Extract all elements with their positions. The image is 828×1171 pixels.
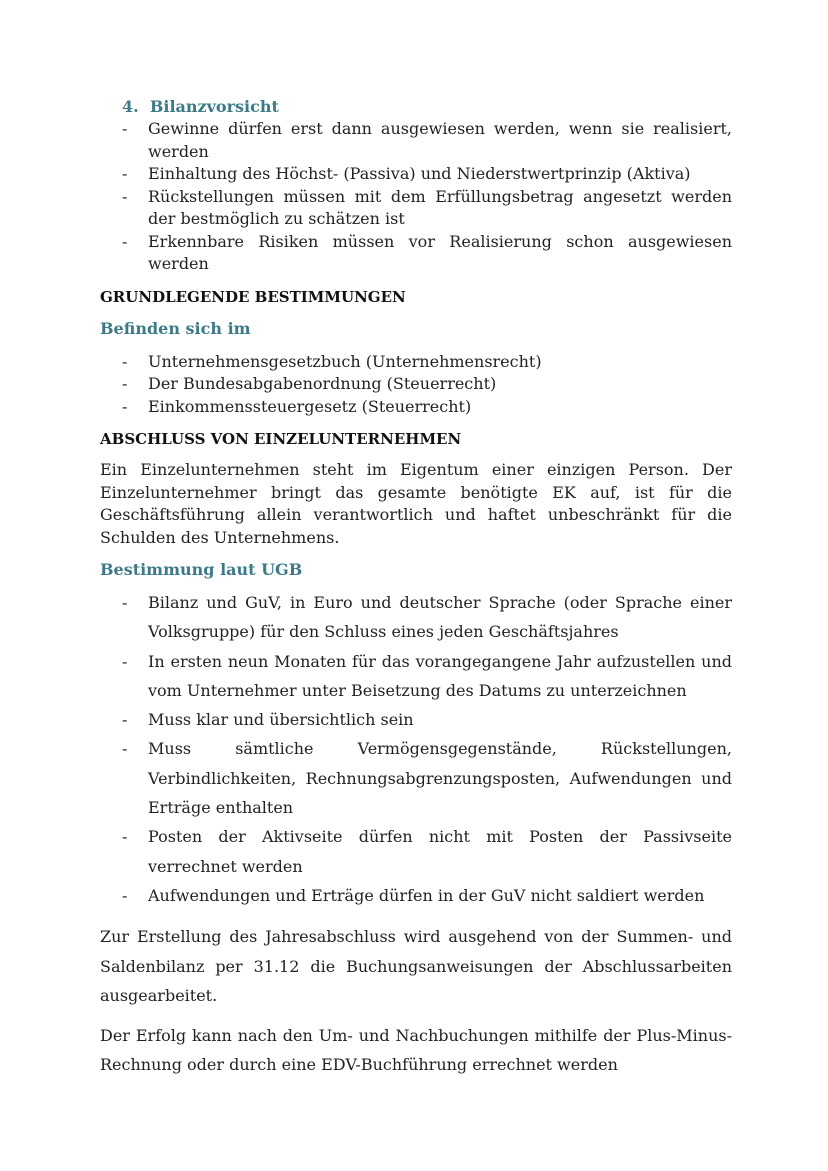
list-item: - Muss klar und übersichtlich sein [122, 710, 414, 730]
abschluss-subheading: Bestimmung laut UGB [100, 560, 303, 579]
list-item: - Posten der Aktivseite dürfen nicht mit Posten der Passivseite verrechnet werden [122, 827, 732, 876]
grundlegende-heading: GRUNDLEGENDE BESTIMMUNGEN [100, 287, 406, 306]
grundlegende-list [100, 351, 732, 419]
list-item: - Der Bundesabgabenordnung (Steuerrecht) [122, 374, 497, 393]
list-item: - Einkommenssteuergesetz (Steuerrecht) [122, 396, 472, 416]
abschluss-paragraph-2: Der Erfolg kann nach den Um- und Nachbuchungen mithilfe der Plus-Minus-Rechnung oder durch eine EDV-Buchführung errechnet werden [100, 1025, 732, 1075]
list-item: - In ersten neun Monaten für das vorangegangene Jahr aufzustellen und vom Unternehmer unter Beisetzung des Datums zu unterzeichnen [122, 651, 732, 700]
list-item: - Erkennbare Risiken müssen vor Realisierung schon ausgewiesen werden [122, 231, 732, 273]
section-4-number: 4. [122, 97, 139, 116]
list-item: - Unternehmensgesetzbuch (Unternehmensrecht) [122, 351, 542, 371]
abschluss-heading: ABSCHLUSS VON EINZELUNTERNEHMEN [100, 430, 462, 448]
list-item: - Gewinne dürfen erst dann ausgewiesen werden, wenn sie realisiert, werden [122, 119, 732, 161]
section-4-heading [100, 96, 732, 118]
section-4-title: Bilanzvorsicht [149, 97, 279, 116]
list-item: - Bilanz und GuV, in Euro und deutscher Sprache (oder Sprache einer Volksgruppe) für den Schluss eines jeden Geschäftsjahres [122, 593, 732, 642]
grundlegende-subheading: Befinden sich im [100, 318, 251, 338]
abschluss-list [100, 588, 732, 910]
list-item: - Einhaltung des Höchst- (Passiva) und Niederstwertprinzip (Aktiva) [122, 164, 691, 183]
document-page [100, 96, 732, 1080]
abschluss-paragraph-1: Zur Erstellung des Jahresabschluss wird ausgehend von der Summen- und Saldenbilanz per 31.12 die Buchungsanweisungen der Abschlussarbeiten ausgearbeitet. [100, 927, 732, 1006]
list-item: - Rückstellungen müssen mit dem Erfüllungsbetrag angesetzt werden der bestmöglich zu schätzen ist [122, 186, 732, 228]
list-item: - Aufwendungen und Erträge dürfen in der GuV nicht saldiert werden [122, 885, 705, 905]
abschluss-intro: Ein Einzelunternehmen steht im Eigentum einer einzigen Person. Der Einzelunternehmer bringt das gesamte benötigte EK auf, ist für die Geschäftsführung allein verantwortlich und haftet unbeschränkt für die Schulden des Unternehmens. [100, 460, 732, 547]
list-item: - Muss sämtliche Vermögensgegenstände, Rückstellungen, Verbindlichkeiten, Rechnungsabgrenzungsposten, Aufwendungen und Erträge enthalten [122, 739, 732, 818]
section-4-list [100, 118, 732, 276]
